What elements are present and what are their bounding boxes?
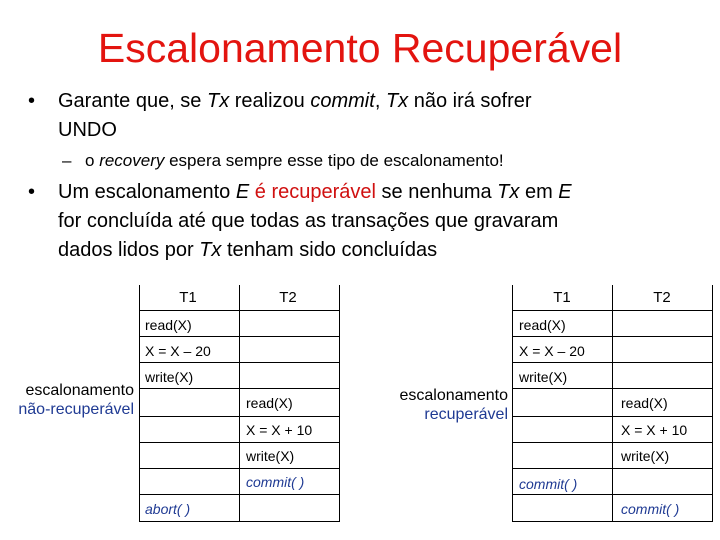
left-t2-commit: commit( ) [246, 474, 305, 490]
sub-bullet-1: o recovery espera sempre esse tipo de escalonamento! [85, 151, 504, 170]
left-t1-write: write(X) [145, 369, 194, 385]
bullet-2: Um escalonamento E é recuperável se nenhuma Tx em E for concluída até que todas as transações que gravaram dados lidos por Tx tenham sido concluídas [58, 181, 572, 261]
left-schedule-label: escalonamento não-recuperável [18, 382, 134, 418]
left-header-t2: T2 [279, 289, 297, 306]
right-header-t2: T2 [653, 289, 671, 306]
right-schedule-label: escalonamento recuperável [399, 387, 508, 423]
sub-bullet-marker: – [62, 151, 72, 170]
right-t1-read: read(X) [519, 317, 566, 333]
left-header-t1: T1 [179, 289, 197, 306]
right-t1-write: write(X) [519, 369, 568, 385]
right-header-t1: T1 [553, 289, 571, 306]
left-t2-write: write(X) [246, 448, 295, 464]
left-t2-add: X = X + 10 [246, 422, 313, 438]
right-t1-subtract: X = X – 20 [519, 343, 585, 359]
bullet-1: Garante que, se Tx realizou commit, Tx não irá sofrer UNDO [58, 90, 532, 141]
left-t2-read: read(X) [246, 395, 293, 411]
slide-title: Escalonamento Recuperável [97, 25, 623, 71]
left-t1-subtract: X = X – 20 [145, 343, 211, 359]
right-t2-add: X = X + 10 [621, 422, 688, 438]
left-t1-abort: abort( ) [145, 501, 191, 517]
right-t2-write: write(X) [621, 448, 670, 464]
left-t1-read: read(X) [145, 317, 192, 333]
right-t2-commit: commit( ) [621, 501, 680, 517]
right-t1-commit: commit( ) [519, 476, 578, 492]
right-t2-read: read(X) [621, 395, 668, 411]
bullet-marker-2: • [28, 181, 36, 203]
bullet-marker-1: • [28, 90, 36, 112]
